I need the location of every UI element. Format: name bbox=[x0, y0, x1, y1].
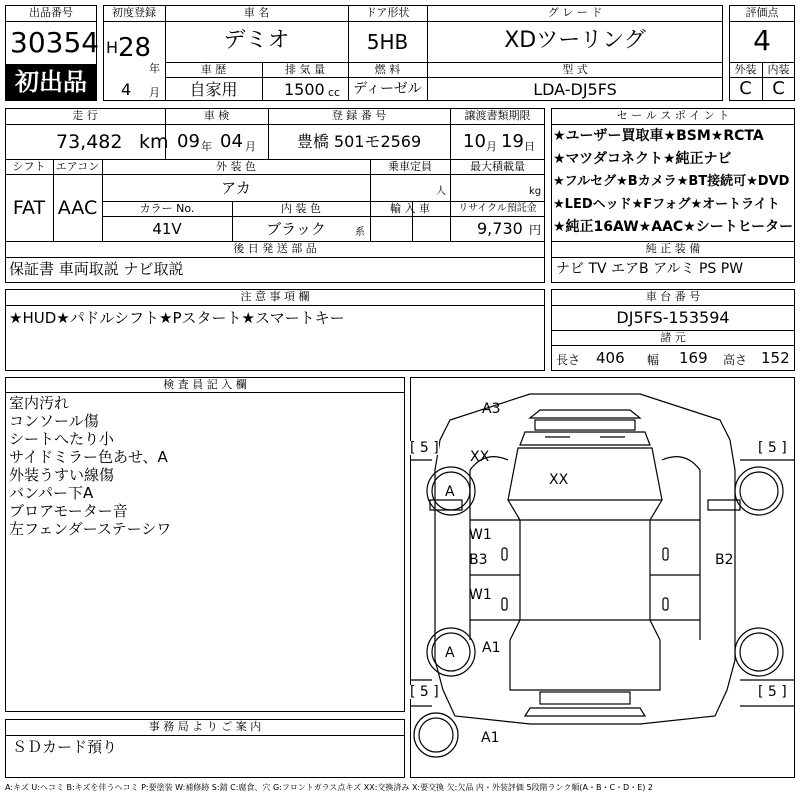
sales-points-label: セ ー ル ス ポ イ ン ト bbox=[616, 109, 730, 122]
shift-label: シフト bbox=[12, 160, 46, 173]
sales-point-3: ★フルセグ★Bカメラ★BT接続可★DVD bbox=[553, 174, 790, 189]
mark-a-front-tire: A bbox=[445, 484, 455, 500]
capacity-unit: 人 bbox=[436, 186, 446, 197]
inspector-line-2: コンソール傷 bbox=[9, 412, 99, 430]
office-label: 事 務 局 よ り ご 案 内 bbox=[148, 720, 262, 733]
load-label: 最大積載量 bbox=[470, 160, 525, 173]
height-label: 高さ bbox=[723, 353, 748, 367]
mark-a1-rear-fender: A1 bbox=[482, 640, 501, 656]
equipment: ナビ TV エアB アルミ PS PW bbox=[556, 261, 744, 277]
reg-month-unit: 月 bbox=[149, 86, 160, 99]
int-grade: C bbox=[772, 78, 785, 99]
inspection-label: 車 検 bbox=[203, 109, 230, 122]
inspector-line-7: ブロアモーター音 bbox=[9, 502, 128, 520]
ext-grade: C bbox=[739, 78, 752, 99]
shift: FAT bbox=[12, 197, 46, 219]
mileage-unit: km bbox=[139, 131, 169, 153]
color-no-label: カラー No. bbox=[139, 202, 195, 215]
ext-color-label: 外 装 色 bbox=[216, 160, 256, 173]
recycle-fee: 9,730 bbox=[477, 219, 523, 238]
door-label: ドア形状 bbox=[365, 6, 410, 19]
inspector-label: 検 査 員 記 入 欄 bbox=[163, 378, 247, 391]
width-label: 幅 bbox=[647, 353, 660, 367]
int-color-unit: 系 bbox=[355, 227, 365, 238]
color-no: 41V bbox=[152, 220, 182, 238]
inspector-line-5: 外装うすい線傷 bbox=[9, 466, 115, 484]
sales-point-2: ★マツダコネクト★純正ナビ bbox=[553, 151, 732, 167]
int-color: ブラック bbox=[266, 220, 326, 238]
ac-label: エアコン bbox=[55, 160, 100, 173]
recycle-unit: 円 bbox=[529, 223, 542, 237]
inspector-line-8: 左フェンダーステーシワ bbox=[9, 520, 172, 538]
inspector-line-3: シートへたり小 bbox=[9, 430, 115, 448]
legend: A:キズ U:ヘコミ B:キズを伴うヘコミ P:要塗装 W:補修跡 S:錆 C:腐食、穴 G:フロントガラス点キズ XX:交換済み X:要交換 欠:欠品 内・外装評価 5段階ランク順(A・B・C・D・E) 2 bbox=[5, 783, 654, 792]
transfer-month-unit: 月 bbox=[486, 140, 497, 153]
reg-month: 4 bbox=[121, 80, 132, 99]
plate-label: 登 録 番 号 bbox=[331, 109, 387, 122]
displacement-label: 排 気 量 bbox=[285, 63, 325, 76]
later-parts: 保証書 車両取説 ナビ取説 bbox=[9, 260, 184, 278]
sales-point-1: ★ユーザー買取車★BSM★RCTA bbox=[553, 128, 764, 144]
inspector-line-1: 室内汚れ bbox=[9, 394, 70, 412]
tread-rear-left: [ 5 ] bbox=[410, 684, 439, 700]
transfer-day: 19 bbox=[501, 131, 524, 152]
fuel: ディーゼル bbox=[353, 81, 422, 97]
import-label: 輸 入 車 bbox=[390, 202, 430, 215]
ext-color: アカ bbox=[221, 179, 251, 197]
grade: XDツーリング bbox=[504, 28, 646, 53]
int-grade-label: 内装 bbox=[767, 63, 790, 76]
width: 169 bbox=[679, 349, 708, 367]
recycle-label: リサイクル預託金 bbox=[458, 203, 537, 214]
dims-label: 諸 元 bbox=[660, 331, 686, 344]
lot-number: 30354 bbox=[10, 26, 100, 59]
displacement-unit: cc bbox=[328, 86, 341, 99]
load-unit: kg bbox=[529, 186, 542, 197]
mark-b2: B2 bbox=[715, 552, 734, 568]
plate-number: 豊橋 501モ2569 bbox=[296, 132, 422, 151]
office-text: ＳＤカード預り bbox=[12, 738, 118, 756]
history: 自家用 bbox=[189, 80, 238, 99]
length: 406 bbox=[596, 349, 625, 367]
sales-point-5: ★純正16AW★AAC★シートヒーター bbox=[553, 219, 794, 235]
door-type: 5HB bbox=[366, 30, 409, 54]
mark-xx-hood: XX bbox=[549, 472, 569, 488]
mark-b3: B3 bbox=[469, 552, 488, 568]
first-reg-label: 初度登録 bbox=[112, 6, 156, 19]
mileage: 73,482 bbox=[56, 131, 123, 153]
car-name-label: 車 名 bbox=[243, 6, 270, 19]
notes-label: 注 意 事 項 欄 bbox=[240, 290, 310, 303]
grade-label: グ レ ー ド bbox=[547, 6, 603, 19]
tread-rear-right: [ 5 ] bbox=[758, 684, 787, 700]
ac: AAC bbox=[57, 197, 98, 219]
history-label: 車 歴 bbox=[200, 63, 227, 76]
ext-grade-label: 外装 bbox=[734, 63, 757, 76]
car-name: デミオ bbox=[223, 28, 290, 53]
first-listing-badge: 初出品 bbox=[6, 65, 96, 100]
mark-w1-rear-door: W1 bbox=[469, 587, 492, 603]
height: 152 bbox=[761, 349, 790, 367]
score-label: 評価点 bbox=[745, 6, 779, 19]
chassis-number: DJ5FS-153594 bbox=[616, 308, 730, 327]
model-code: LDA-DJ5FS bbox=[533, 80, 617, 99]
inspector-line-4: サイドミラー色あせ、A bbox=[9, 448, 168, 466]
reg-year-unit: 年 bbox=[149, 62, 160, 75]
inspection-year-unit: 年 bbox=[201, 140, 212, 153]
inspection-year: 09 bbox=[177, 131, 200, 152]
tread-front-right: [ 5 ] bbox=[758, 440, 787, 456]
lot-label: 出品番号 bbox=[29, 6, 73, 19]
sales-point-4: ★LEDヘッド★Fフォグ★オートライト bbox=[553, 197, 780, 212]
capacity-label: 乗車定員 bbox=[388, 160, 432, 173]
model-label: 型 式 bbox=[562, 63, 588, 76]
fuel-label: 燃 料 bbox=[374, 63, 401, 76]
transfer-label: 譲渡書類期限 bbox=[464, 109, 531, 122]
mark-xx-left: XX bbox=[470, 449, 490, 465]
mark-w1-front-door: W1 bbox=[469, 527, 492, 543]
reg-year: 28 bbox=[118, 33, 152, 63]
mark-a1-rear-bumper: A1 bbox=[481, 730, 500, 746]
int-color-label: 内 装 色 bbox=[281, 202, 321, 215]
inspector-line-6: バンパー下A bbox=[9, 484, 94, 502]
displacement: 1500 bbox=[284, 80, 325, 99]
length-label: 長さ bbox=[556, 353, 581, 367]
chassis-label: 車 台 番 号 bbox=[645, 290, 701, 303]
notes-text: ★HUD★パドルシフト★Pスタート★スマートキー bbox=[9, 309, 345, 327]
transfer-month: 10 bbox=[463, 131, 486, 152]
later-parts-label: 後 日 発 送 部 品 bbox=[233, 242, 317, 255]
mark-a3: A3 bbox=[482, 401, 501, 417]
score: 4 bbox=[753, 24, 771, 57]
transfer-day-unit: 日 bbox=[524, 140, 535, 153]
mark-a-rear-tire: A bbox=[445, 645, 455, 661]
inspection-month: 04 bbox=[220, 131, 243, 152]
tread-front-left: [ 5 ] bbox=[410, 440, 439, 456]
era: H bbox=[106, 38, 119, 57]
equipment-label: 純 正 装 備 bbox=[645, 242, 701, 255]
inspection-month-unit: 月 bbox=[245, 140, 256, 153]
mileage-label: 走 行 bbox=[72, 109, 98, 122]
